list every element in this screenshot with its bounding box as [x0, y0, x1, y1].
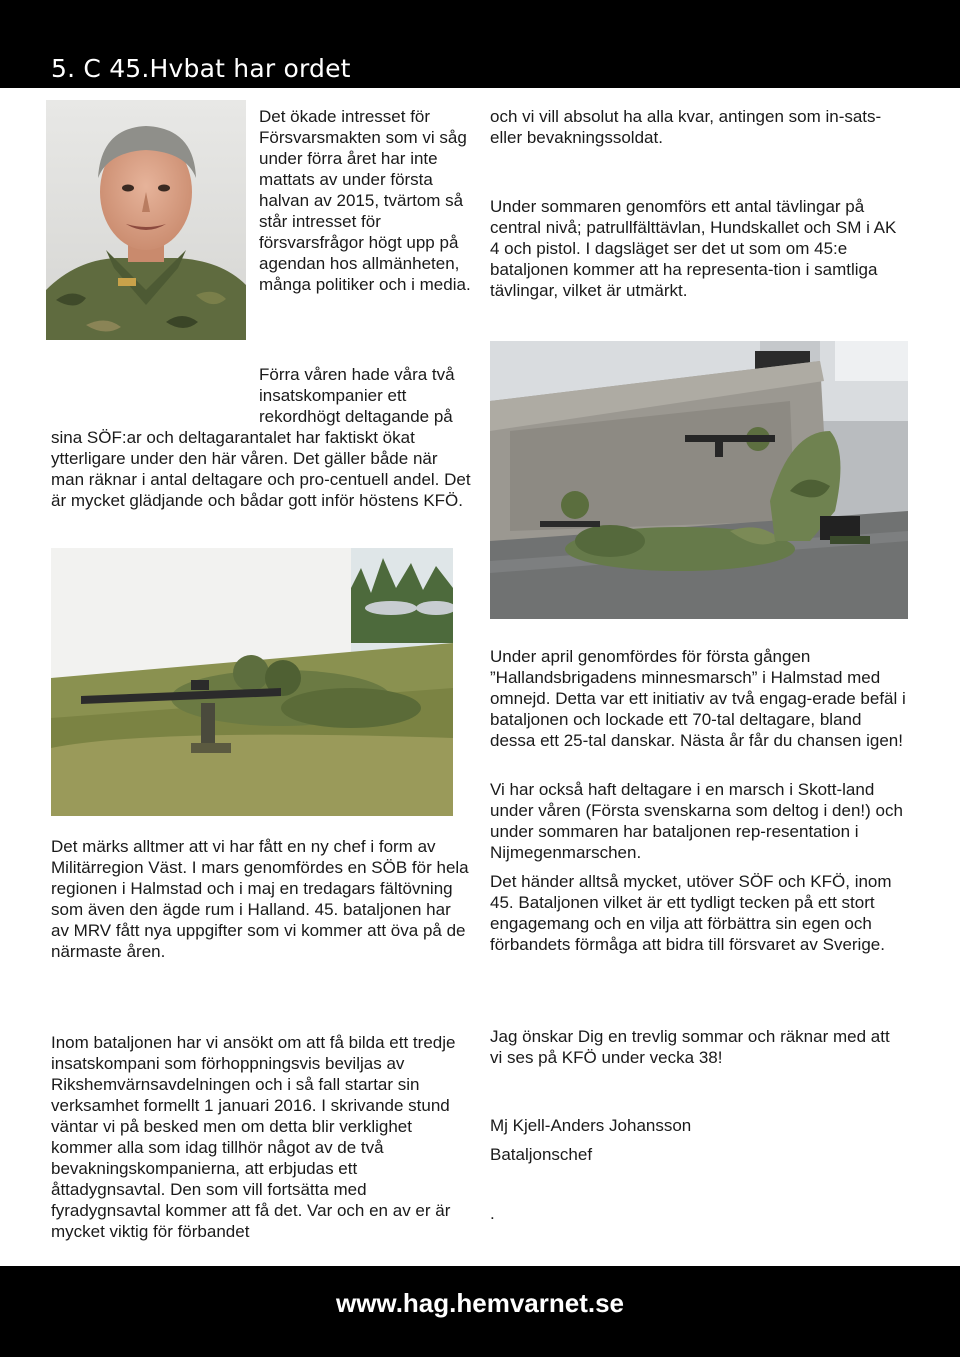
- machine-gun-image: [51, 548, 453, 816]
- signature-name: Mj Kjell-Anders Johansson: [490, 1116, 692, 1135]
- kneeling-soldiers-photo: [490, 341, 908, 619]
- portrait-image: [46, 100, 246, 340]
- kneeling-soldiers-image: [490, 341, 908, 619]
- paragraph-soldiers: och vi vill absolut ha alla kvar, antingen som in-sats- eller bevakningssoldat.: [490, 107, 882, 147]
- paragraph-new-company: Inom bataljonen har vi ansökt om att få bilda ett tredje insatskompani som förhoppningsvis beviljas av Rikshemvärnsavdelningen och i så fall startar sin verksamhet formellt 1 januari 2016. I skrivande stund väntar vi på besked men om detta blir verklighet kommer alla som idag tillhör något av de två bevakningskompanierna, att erbjudas ett åttadygnsavtal. Den som vill fortsätta med fyradygnsavtal kommer att få det. Var och en av er är mycket viktig för förbandet: [51, 1033, 456, 1241]
- paragraph-competitions: Under sommaren genomförs ett antal tävlingar på central nivå; patrullfälttävlan, Hundskallet och SM i AK 4 och pistol. I dagsläget ser det ut som om 45:e bataljonen kommer att ha representa-tion i samtliga tävlingar, vilket är utmärkt.: [490, 197, 897, 300]
- trailing-dot: .: [490, 1204, 495, 1223]
- text-wrap-spacer: [51, 364, 259, 427]
- footer-url[interactable]: www.hag.hemvarnet.se: [335, 1288, 625, 1318]
- page-title: 5. C 45.Hvbat har ordet: [51, 54, 351, 83]
- paragraph-greeting: Jag önskar Dig en trevlig sommar och räknar med att vi ses på KFÖ under vecka 38!: [490, 1027, 890, 1067]
- paragraph-memorial-march: Under april genomfördes för första gången ”Hallandsbrigadens minnesmarsch” i Halmstad med omnejd. Detta var ett initiativ av två engag-erade befäl i bataljonen och lockade ett 70-tal deltagare, bland dessa ett 25-tal danskar. Nästa år får du chansen igen!: [490, 647, 906, 750]
- paragraph-spring-text: Förra våren hade våra två insatskompanier ett rekordhögt deltagande på sina SÖF:ar och deltagarantalet har faktiskt ökat ytterligare under den här våren. Det gäller både när man räknar i antal deltagare och pro-centuell andel. Det är mycket glädjande och bådar gott inför höstens KFÖ.: [51, 365, 471, 510]
- signature-title: Bataljonschef: [490, 1145, 593, 1164]
- paragraph-spring: [51, 364, 471, 511]
- paragraph-engagement: Det händer alltså mycket, utöver SÖF och KFÖ, inom 45. Bataljonen vilket är ett tydligt tecken på ett stort engagemang och en vilja att förbättra sin egen och förbandets förmåga att bidra till försvaret av Sverige.: [490, 872, 892, 954]
- intro-paragraph: Det ökade intresset för Försvarsmakten som vi såg under förra året har inte mattats av under första halvan av 2015, tvärtom så står intresset för försvarsfrågor högt upp på agendan hos allmänheten, många politiker och i media.: [259, 107, 471, 294]
- portrait-photo: [46, 100, 246, 340]
- paragraph-military-region: Det märks alltmer att vi har fått en ny chef i form av Militärregion Väst. I mars genomfördes en SÖB för hela regionen i Halmstad och i maj en tredagars fältövning som även den ägde rum i Halland. 45. bataljonen har av MRV fått nya uppgifter som vi kommer att öva på de närmaste åren.: [51, 837, 469, 961]
- paragraph-scotland-march: Vi har också haft deltagare i en marsch i Skott-land under våren (Första svenskarna som deltog i den!) och under sommaren har bataljonen rep-resentation i Nijmegenmarschen.: [490, 780, 903, 862]
- machine-gun-photo: [51, 548, 453, 816]
